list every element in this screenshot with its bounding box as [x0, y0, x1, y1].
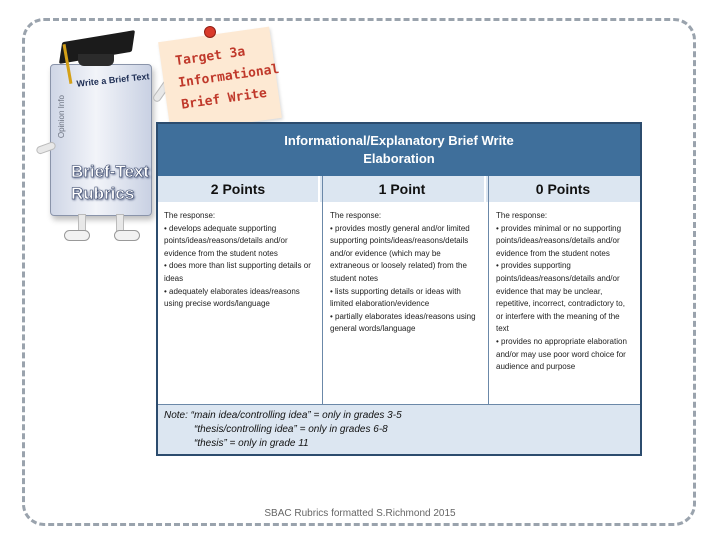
cell-line: • adequately elaborates ideas/reasons using precise words/language — [164, 286, 300, 309]
target-line-3: Brief Write — [180, 85, 268, 113]
cell-line: The response: — [164, 211, 216, 220]
note-line-3: “thesis” = only in grade 11 — [194, 438, 309, 449]
cell-line: • provides supporting points/ideas/reasons/details and/or evidence that may be unclear, repetitive, incorrect, contradictory to, or interfere with the meaning of the text — [496, 261, 625, 334]
grade-note — [158, 404, 640, 454]
book-cover — [50, 64, 152, 216]
column-0-points-body — [490, 206, 640, 402]
target-line-2: Informational — [177, 61, 281, 91]
cell-line: • develops adequate supporting points/ideas/reasons/details and/or evidence from the student notes — [164, 223, 288, 258]
cell-line: • provides minimal or no supporting points/ideas/reasons/details and/or evidence from the student notes — [496, 223, 622, 258]
target-line-1: Target 3a — [174, 44, 247, 70]
rubric-title — [158, 124, 640, 176]
cell-line: The response: — [496, 211, 548, 220]
right-shoe — [114, 230, 140, 241]
cell-line: The response: — [330, 211, 382, 220]
credit-footer: SBAC Rubrics formatted S.Richmond 2015 — [264, 508, 456, 519]
cell-line: • partially elaborates ideas/reasons using general words/language — [330, 311, 476, 334]
cell-line: • provides mostly general and/or limited supporting points/ideas/reasons/details and/or evidence (which may be extraneous or loosely related) from the student notes — [330, 223, 470, 283]
book-mascot-illustration — [20, 24, 170, 244]
book-cover-title — [71, 161, 149, 205]
cell-line: • provides no appropriate elaboration and/or may use poor word choice for audience and purpose — [496, 336, 627, 372]
column-header-0-points: 0 Points — [486, 176, 640, 202]
graduation-cap-base — [78, 54, 114, 66]
column-divider — [488, 176, 489, 404]
book-title-line2: Rubrics — [71, 184, 135, 203]
column-header-1-point: 1 Point — [320, 176, 484, 202]
book-cover-top-text: Write a Brief Text — [76, 71, 150, 89]
book-spine-text: Opinion Info — [57, 95, 66, 139]
cell-line: • does more than list supporting details or ideas — [164, 261, 311, 283]
cell-line: • lists supporting details or ideas with limited elaboration/evidence — [330, 286, 461, 309]
book-title-line1: Brief-Text — [71, 162, 150, 181]
note-line-1: Note: “main idea/controlling idea” = only in grades 3-5 — [164, 410, 402, 421]
rubric-title-line2: Elaboration — [363, 151, 435, 166]
pushpin-icon — [204, 26, 216, 38]
left-shoe — [64, 230, 90, 241]
rubric-table — [156, 122, 642, 456]
target-note-text — [174, 37, 282, 116]
note-line-2: “thesis/controlling idea” = only in grades 6-8 — [194, 424, 388, 435]
column-header-2-points: 2 Points — [158, 176, 318, 202]
rubric-title-line1: Informational/Explanatory Brief Write — [284, 133, 514, 148]
column-divider — [322, 176, 323, 404]
